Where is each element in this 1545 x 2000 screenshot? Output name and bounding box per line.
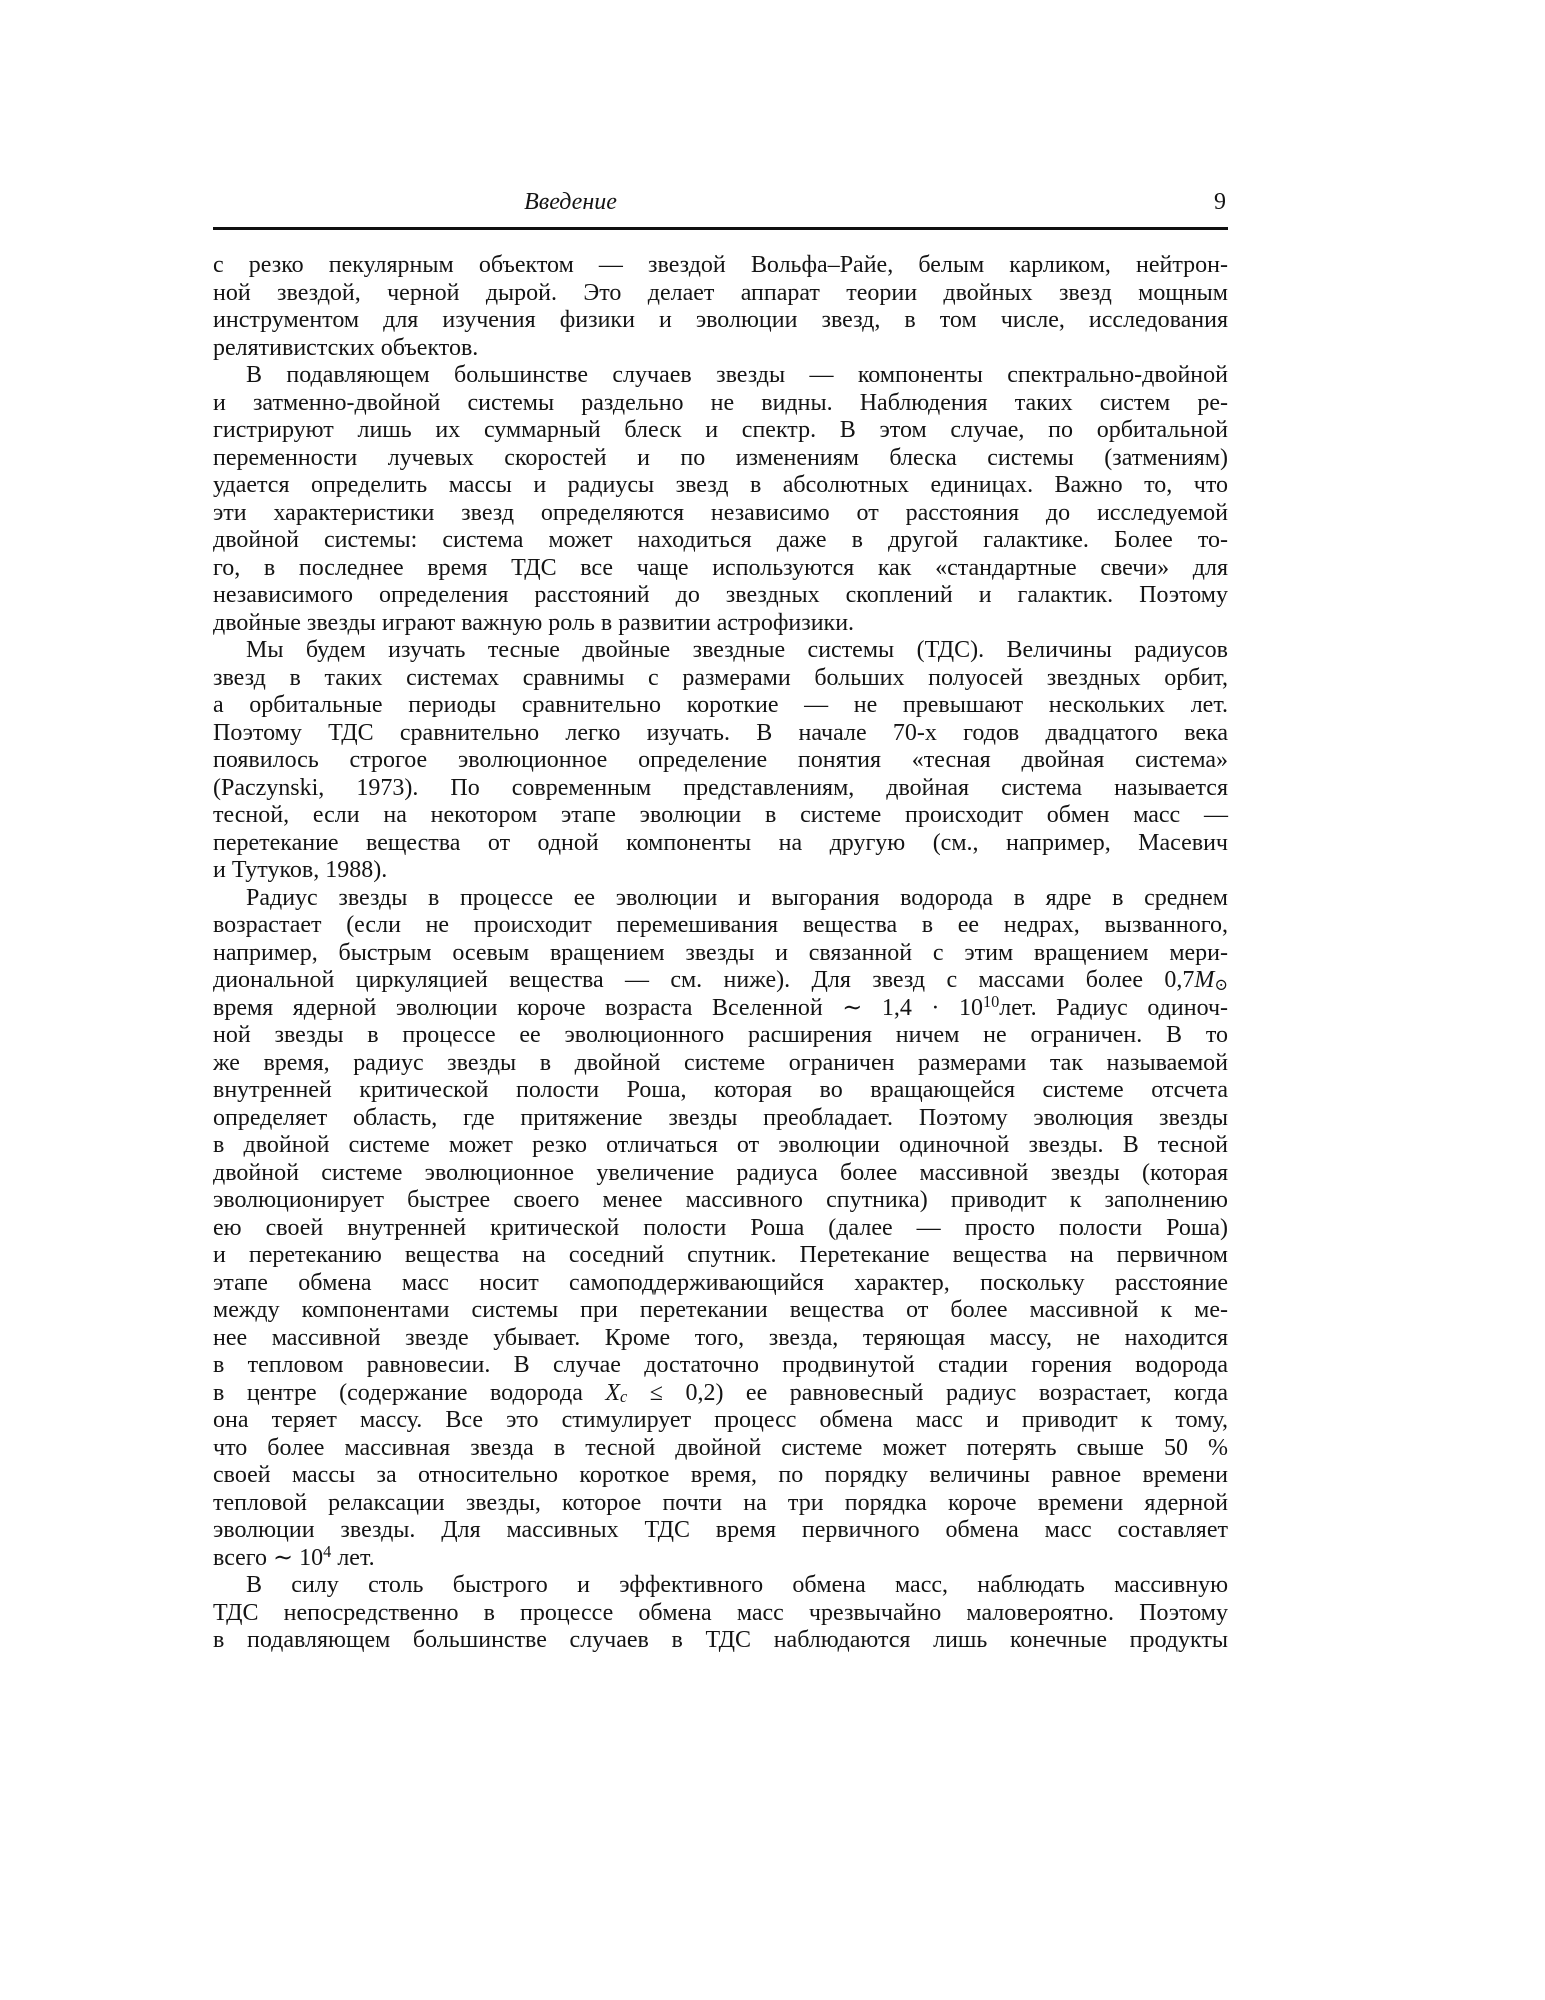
text-line: в центре (содержание водорода $X_c \le 0,2$) ее равновесный радиус возрастает, когда [213, 1379, 1228, 1407]
text-line: двойной системы: система может находиться даже в другой галактике. Более то- [213, 527, 1228, 553]
text-line: например, быстрым осевым вращением звезды и связанной с этим вращением мери- [213, 939, 1228, 966]
text-line: независимого определения расстояний до звездных скоплений и галактик. Поэтому [213, 582, 1228, 608]
text-line: двойной системе эволюционное увеличение радиуса более массивной звезды (которая [213, 1159, 1228, 1186]
text-line: эти характеристики звезд определяются независимо от расстояния до исследуемой [213, 499, 1228, 526]
text-line: В силу столь быстрого и эффективного обмена масс, наблюдать массивную [246, 1572, 1228, 1598]
text-line: Мы будем изучать тесные двойные звездные системы (ТДС). Величины радиусов [246, 637, 1228, 663]
text-line: двойные звезды играют важную роль в развитии астрофизики. [213, 609, 855, 636]
text-line: тесной, если на некотором этапе эволюции в системе происходит обмен масс — [213, 802, 1228, 828]
text-line: с резко пекулярным объектом — звездой Вольфа–Райе, белым карликом, нейтрон- [213, 252, 1228, 278]
text-line: и затменно-двойной системы раздельно не видны. Наблюдения таких систем ре- [213, 389, 1228, 416]
text-line: В подавляющем большинстве случаев звезды — компоненты спектрально-двойной [246, 362, 1228, 388]
text-line: и перетеканию вещества на соседний спутник. Перетекание вещества на первичном [213, 1242, 1228, 1268]
text-line: эволюции звезды. Для массивных ТДС время первичного обмена масс составляет [213, 1517, 1228, 1543]
text-line: время ядерной эволюции короче возраста Вселенной ∼ $1,4 \cdot 10^{10}лет$. Радиус одиноч- [213, 992, 1229, 1021]
text-line: переменности лучевых скоростей и по изменениям блеска системы (затмениям) [213, 444, 1228, 471]
chapter-title: Введение [524, 189, 617, 215]
text-line: ной звезды в процессе ее эволюционного расширения ничем не ограничен. В то [213, 1022, 1228, 1048]
text-line: появилось строгое эволюционное определение понятия «тесная двойная система» [213, 747, 1228, 773]
text-line: тепловой релаксации звезды, которое почти на три порядка короче времени ядерной [213, 1489, 1228, 1516]
text-line: релятивистских объектов. [213, 334, 479, 361]
head-rule [213, 227, 1228, 230]
text-line: Поэтому ТДС сравнительно легко изучать. В начале 70-х годов двадцатого века [213, 719, 1228, 746]
text-line: в подавляющем большинстве случаев в ТДС наблюдаются лишь конечные продукты [213, 1627, 1228, 1653]
text-line: Радиус звезды в процессе ее эволюции и выгорания водорода в ядре в среднем [246, 884, 1228, 911]
text-line: всего ∼ $10^4$ лет. [213, 1542, 375, 1571]
text-line: и Тутуков, 1988). [213, 857, 388, 883]
running-head [213, 189, 1228, 223]
text-block [213, 252, 1228, 1655]
text-line: гистрируют лишь их суммарный блеск и спектр. В этом случае, по орбитальной [213, 417, 1228, 443]
text-line: этапе обмена масс носит самоподдерживающийся характер, поскольку расстояние [213, 1269, 1228, 1296]
text-line: диональной циркуляцией вещества — см. ниже). Для звезд с массами более $0,7M_⊙$ [213, 967, 1228, 994]
text-line: инструментом для изучения физики и эволюции звезд, в том числе, исследования [213, 307, 1228, 333]
text-line: ею своей внутренней критической полости Роша (далее — просто полости Роша) [213, 1214, 1228, 1241]
text-line: нее массивной звезде убывает. Кроме того, звезда, теряющая массу, не находится [213, 1324, 1228, 1351]
text-line: определяет область, где притяжение звезды преобладает. Поэтому эволюция звезды [213, 1104, 1228, 1131]
text-line: между компонентами системы при перетекании вещества от более массивной к ме- [213, 1297, 1228, 1323]
text-line: она теряет массу. Все это стимулирует процесс обмена масс и приводит к тому, [213, 1407, 1228, 1433]
page-number: 9 [1214, 189, 1226, 215]
text-line: своей массы за относительно короткое время, по порядку величины равное времени [213, 1462, 1228, 1488]
text-line: же время, радиус звезды в двойной системе ограничен размерами так называемой [213, 1049, 1228, 1076]
text-line: ной звездой, черной дырой. Это делает аппарат теории двойных звезд мощным [213, 279, 1228, 306]
text-line: ТДС непосредственно в процессе обмена масс чрезвычайно маловероятно. Поэтому [213, 1599, 1228, 1626]
text-line: перетекание вещества от одной компоненты на другую (см., например, Масевич [213, 829, 1228, 856]
text-line: возрастает (если не происходит перемешивания вещества в ее недрах, вызванного, [213, 912, 1228, 938]
text-line: а орбитальные периоды сравнительно короткие — не превышают нескольких лет. [213, 692, 1228, 718]
text-line: эволюционирует быстрее своего менее массивного спутника) приводит к заполнению [213, 1187, 1228, 1213]
text-line: звезд в таких системах сравнимы с размерами больших полуосей звездных орбит, [213, 664, 1228, 691]
text-line: что более массивная звезда в тесной двойной системе может потерять свыше 50 % [213, 1434, 1228, 1461]
text-line: удается определить массы и радиусы звезд в абсолютных единицах. Важно то, что [213, 472, 1228, 498]
text-line: в двойной системе может резко отличаться от эволюции одиночной звезды. В тесной [213, 1132, 1228, 1158]
text-line: в тепловом равновесии. В случае достаточно продвинутой стадии горения водорода [213, 1352, 1228, 1378]
text-line: го, в последнее время ТДС все чаще используются как «стандартные свечи» для [213, 554, 1228, 581]
text-line: внутренней критической полости Роша, которая во вращающейся системе отсчета [213, 1077, 1228, 1103]
text-line: (Paczynski, 1973). По современным представлениям, двойная система называется [213, 774, 1228, 801]
